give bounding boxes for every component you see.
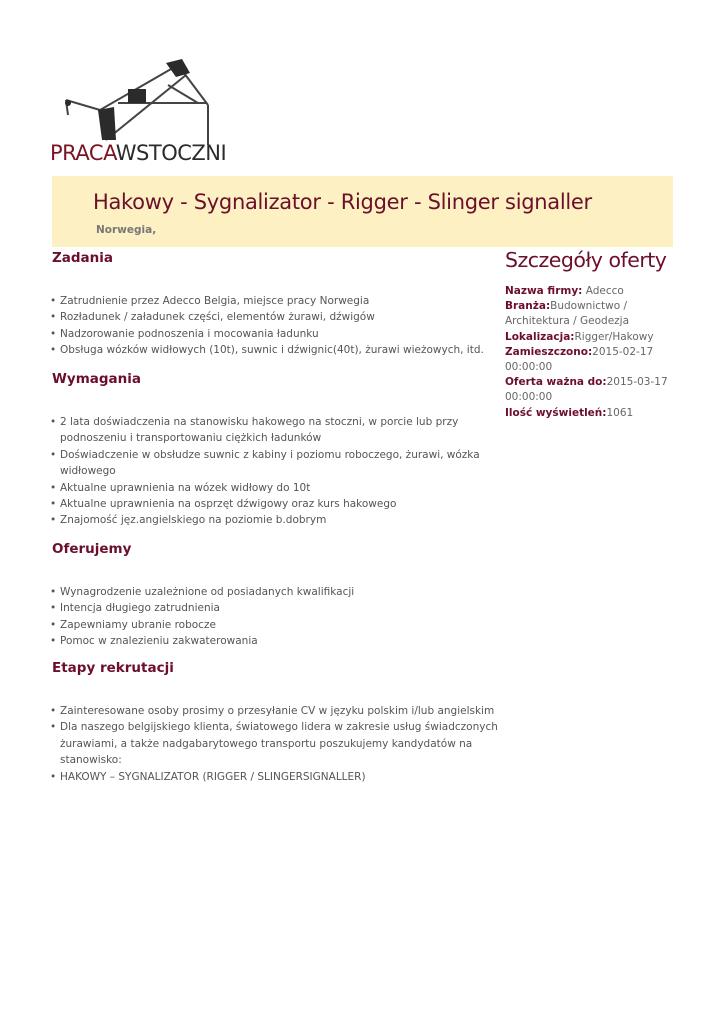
detail-value: 1061 [606,406,634,419]
list-item: • Nadzorowanie podnoszenia i mocowania ładunku [52,326,504,342]
detail-value: 2015-02-17 00:00:00 [505,345,654,374]
detail-label: Ilość wyświetleń: [505,406,607,419]
job-location: Norwegia, [96,224,157,236]
list-item: • Intencja długiego zatrudnienia [52,600,504,616]
detail-posted [505,345,670,375]
list-item: • Pomoc w znalezieniu zakwaterowania [52,633,504,649]
detail-value: Rigger/Hakowy [574,330,654,343]
detail-label: Zamieszczono: [505,345,593,358]
section-list-wymagania [52,414,504,529]
list-item: • Aktualne uprawnienia na wózek widłowy do 10t [52,480,504,496]
list-item: • Aktualne uprawnienia na osprzęt dźwigowy oraz kurs hakowego [52,496,504,512]
list-item: • Doświadczenie w obsłudze suwnic z kabiny i poziomu roboczego, żurawi, wózka widłowego [52,447,504,480]
section-heading-etapy-rekrutacji: Etapy rekrutacji [52,660,174,676]
logo-text-part2: WSTOCZNI [115,141,227,165]
list-item: • 2 lata doświadczenia na stanowisku hakowego na stoczni, w porcie lub przy podnoszeniu i transportowaniu ciężkich ładunków [52,414,504,447]
section-list-oferujemy [52,584,504,650]
detail-views [505,406,670,421]
logo-text-part1: PRACA [50,141,116,165]
list-item: • Znajomość jęz.angielskiego na poziomie b.dobrym [52,512,504,528]
list-item: • HAKOWY – SYGNALIZATOR (RIGGER / SLINGERSIGNALLER) [52,769,504,785]
list-item: • Wynagrodzenie uzależnione od posiadanych kwalifikacji [52,584,504,600]
list-item: • Zatrudnienie przez Adecco Belgia, miejsce pracy Norwegia [52,293,504,309]
section-list-zadania [52,293,504,359]
detail-value: 2015-03-17 00:00:00 [505,376,668,404]
list-item: • Obsługa wózków widłowych (10t), suwnic i dźwignic(40t), żurawi wieżowych, itd. [52,342,504,358]
detail-value: Adecco [582,285,624,297]
section-heading-zadania: Zadania [52,250,114,266]
offer-details-heading: Szczegóły oferty [505,248,667,272]
offer-details-fields [505,284,670,421]
detail-value: Budownictwo / Architektura / Geodezja [505,300,630,328]
list-item: • Rozładunek / załadunek części, elementów żurawi, dźwigów [52,309,504,325]
detail-valid-until [505,375,670,405]
section-heading-wymagania: Wymagania [52,371,141,387]
list-item: • Dla naszego belgijskiego klienta, światowego lidera w zakresie usług świadczonych żurawiami, a także nadgabarytowego transportu poszukujemy kandydatów na stanowisko: [52,719,504,768]
list-item: • Zainteresowane osoby prosimy o przesyłanie CV w języku polskim i/lub angielskim [52,703,504,719]
detail-company [505,284,670,299]
detail-location [505,330,670,345]
detail-label: Nazwa firmy: [505,285,583,297]
site-logo[interactable] [48,55,238,170]
detail-label: Branża: [505,300,551,313]
list-item: • Zapewniamy ubranie robocze [52,617,504,633]
job-header-banner [52,176,673,247]
logo-wordmark [50,141,226,165]
offer-details [505,248,675,419]
detail-industry [505,299,670,329]
crane-icon [58,55,218,145]
job-title: Hakowy - Sygnalizator - Rigger - Slinger signaller [93,190,592,214]
section-list-etapy-rekrutacji [52,703,504,785]
section-heading-oferujemy: Oferujemy [52,541,132,557]
detail-label: Oferta ważna do: [505,376,607,389]
detail-label: Lokalizacja: [505,330,575,343]
